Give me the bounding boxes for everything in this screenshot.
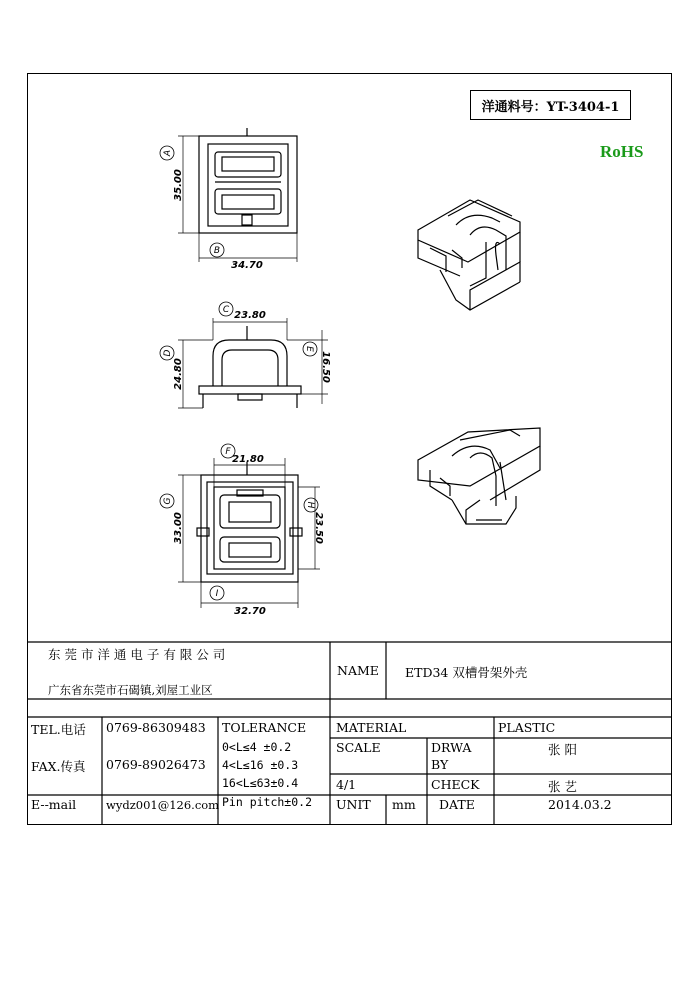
- company-name: 东 莞 市 洋 通 电 子 有 限 公 司: [48, 647, 226, 662]
- rohs-mark: RoHS: [600, 142, 644, 161]
- ref-G: G: [163, 497, 173, 505]
- unit-value: mm: [392, 797, 416, 812]
- isometric-view-top: [418, 200, 520, 310]
- dim-front-inner: 16.50: [320, 351, 331, 383]
- top-view: [178, 128, 297, 262]
- drawn-label-1: DRWA: [431, 740, 472, 755]
- ref-E: E: [304, 346, 314, 352]
- fax-label: FAX.传真: [31, 759, 86, 774]
- ref-B: B: [213, 246, 221, 256]
- dim-bottom-inner-width: 21.80: [232, 454, 264, 465]
- part-name: ETD34 双槽骨架外壳: [405, 665, 528, 680]
- unit-label: UNIT: [336, 797, 371, 812]
- tolerance-line-4: Pin pitch±0.2: [222, 795, 313, 809]
- ref-F: F: [225, 447, 231, 457]
- dim-top-height: 35.00: [173, 169, 184, 201]
- dim-front-width: 23.80: [234, 310, 266, 321]
- tolerance-label: TOLERANCE: [222, 720, 307, 735]
- dim-front-height: 24.80: [173, 358, 184, 390]
- dim-bottom-height: 33.00: [173, 512, 184, 544]
- date-value: 2014.03.2: [548, 797, 612, 812]
- date-label: DATE: [439, 797, 475, 812]
- name-label: NAME: [337, 663, 379, 678]
- part-number: 洋通料号：YT-3404-1: [481, 99, 620, 115]
- drawn-by-value: 张 阳: [548, 742, 577, 757]
- dim-bottom-inner-height: 23.50: [313, 512, 324, 544]
- tolerance-line-3: 16<L≤63±0.4: [222, 776, 299, 790]
- ref-D: D: [163, 349, 173, 357]
- tolerance-line-2: 4<L≤16 ±0.3: [222, 758, 299, 772]
- scale-label: SCALE: [336, 740, 381, 755]
- ref-I: I: [215, 589, 219, 599]
- check-value: 张 艺: [548, 779, 577, 794]
- fax-value: 0769-89026473: [106, 757, 206, 772]
- isometric-view-bottom: [418, 428, 540, 524]
- drawn-label-2: BY: [431, 757, 449, 772]
- dim-top-width: 34.70: [231, 260, 263, 271]
- tel-label: TEL.电话: [31, 722, 86, 737]
- dim-bottom-width: 32.70: [234, 606, 266, 617]
- tolerance-line-1: 0<L≤4 ±0.2: [222, 740, 292, 754]
- scale-value: 4/1: [336, 777, 357, 792]
- material-value: PLASTIC: [498, 720, 556, 735]
- front-view: [178, 318, 328, 408]
- company-address: 广东省东莞市石碣镇,刘屋工业区: [48, 683, 213, 697]
- tel-value: 0769-86309483: [106, 720, 206, 735]
- bottom-view: [178, 458, 320, 608]
- ref-A: A: [163, 149, 173, 157]
- ref-H: H: [305, 501, 315, 509]
- check-label: CHECK: [431, 777, 480, 792]
- email-label: E--mail: [31, 797, 77, 812]
- material-label: MATERIAL: [336, 720, 407, 735]
- email-value: wydz001@126.com: [106, 798, 220, 812]
- ref-C: C: [222, 305, 230, 315]
